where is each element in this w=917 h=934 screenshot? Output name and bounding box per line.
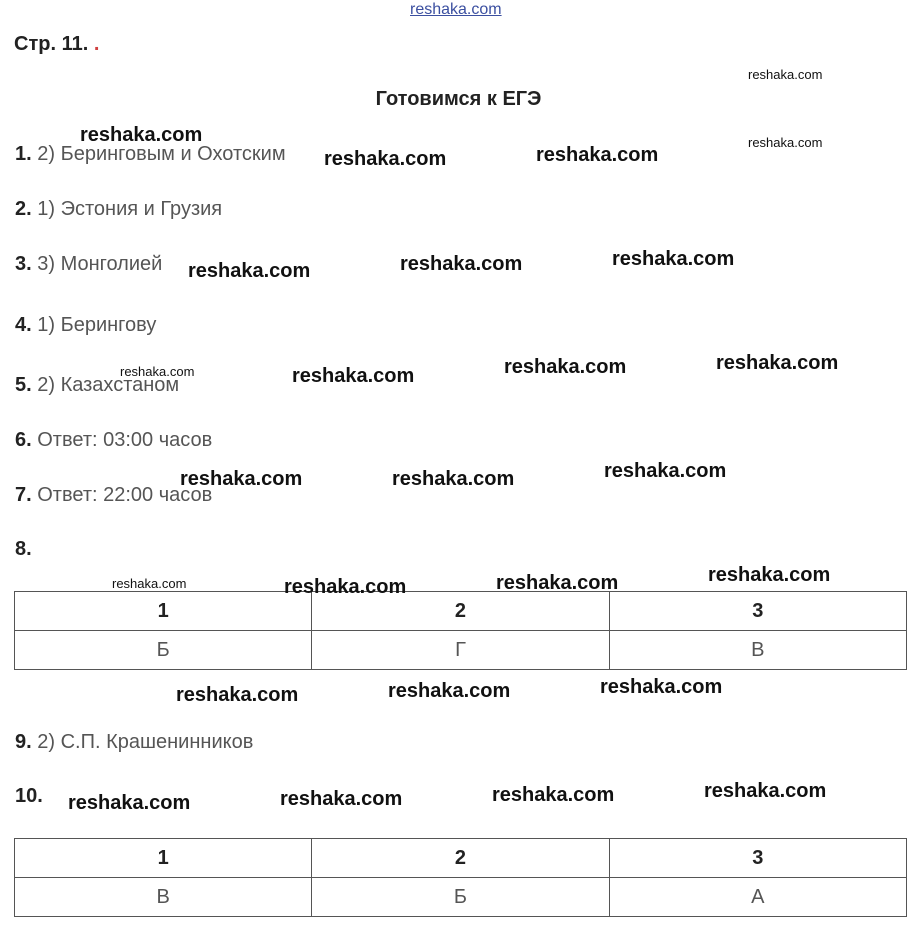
answer-8 (15, 538, 32, 561)
table-row (15, 878, 907, 917)
answer-text: 1) Эстония и Грузия (31, 198, 223, 220)
watermark: reshaka.com (80, 124, 203, 146)
answer-table-10 (14, 838, 907, 917)
watermark: reshaka.com (492, 784, 615, 806)
answer-number: 8. (15, 538, 32, 560)
watermark: reshaka.com (708, 564, 831, 586)
watermark: reshaka.com (612, 248, 735, 270)
table-header-cell: 1 (15, 592, 312, 631)
table-header-cell: 2 (312, 592, 609, 631)
page-reference-label: Стр. 11. (14, 33, 89, 55)
table-cell: Г (312, 631, 609, 670)
answer-text: 2) Беринговым и Охотским (31, 143, 286, 165)
watermark: reshaka.com (388, 680, 511, 702)
table-header-row (15, 839, 907, 878)
table-cell: А (609, 878, 906, 917)
answer-number: 9. (15, 731, 32, 753)
answer-text: 2) С.П. Крашенинников (31, 731, 254, 753)
answer-10 (15, 785, 43, 808)
answer-text: 1) Берингову (31, 314, 157, 336)
answer-number: 1. (15, 143, 32, 165)
answer-3 (15, 253, 162, 276)
answer-text: 3) Монголией (31, 253, 163, 275)
watermark: reshaka.com (400, 253, 523, 275)
answer-number: 6. (15, 429, 32, 451)
table-row (15, 631, 907, 670)
table-cell: Б (15, 631, 312, 670)
page-reference (14, 33, 99, 56)
answer-text: Ответ: 22:00 часов (31, 484, 213, 506)
answer-number: 7. (15, 484, 32, 506)
answer-number: 2. (15, 198, 32, 220)
watermark: reshaka.com (284, 576, 407, 598)
watermark: reshaka.com (324, 148, 447, 170)
watermark: reshaka.com (392, 468, 515, 490)
watermark: reshaka.com (748, 67, 823, 82)
watermark: reshaka.com (536, 144, 659, 166)
watermark: reshaka.com (600, 676, 723, 698)
table-cell: В (15, 878, 312, 917)
watermark: reshaka.com (68, 792, 191, 814)
table-header-cell: 2 (312, 839, 609, 878)
watermark: reshaka.com (280, 788, 403, 810)
answer-number: 3. (15, 253, 32, 275)
table-header-cell: 3 (609, 839, 906, 878)
watermark: reshaka.com (748, 135, 823, 150)
watermark: reshaka.com (496, 572, 619, 594)
watermark: reshaka.com (716, 352, 839, 374)
watermark: reshaka.com (188, 260, 311, 282)
table-header-row (15, 592, 907, 631)
answer-text: Ответ: 03:00 часов (31, 429, 213, 451)
answer-4 (15, 314, 156, 337)
section-title: Готовимся к ЕГЭ (375, 88, 542, 110)
watermark: reshaka.com (180, 468, 303, 490)
answer-2 (15, 198, 222, 221)
answer-text: 2) Казахстаном (31, 374, 180, 396)
table-header-cell: 1 (15, 839, 312, 878)
table-cell: Б (312, 878, 609, 917)
answer-number: 10. (15, 785, 43, 807)
answer-number: 5. (15, 374, 32, 396)
top-site-link[interactable]: reshaka.com (410, 1, 502, 18)
watermark: reshaka.com (176, 684, 299, 706)
watermark: reshaka.com (604, 460, 727, 482)
table-cell: В (609, 631, 906, 670)
answer-6 (15, 429, 212, 452)
watermark: reshaka.com (704, 780, 827, 802)
watermark: reshaka.com (120, 364, 195, 379)
watermark: reshaka.com (504, 356, 627, 378)
watermark: reshaka.com (112, 576, 187, 591)
page-reference-mark: . (88, 33, 100, 55)
table-header-cell: 3 (609, 592, 906, 631)
answer-9 (15, 731, 253, 754)
answer-table-8 (14, 591, 907, 670)
answer-number: 4. (15, 314, 32, 336)
watermark: reshaka.com (292, 365, 415, 387)
